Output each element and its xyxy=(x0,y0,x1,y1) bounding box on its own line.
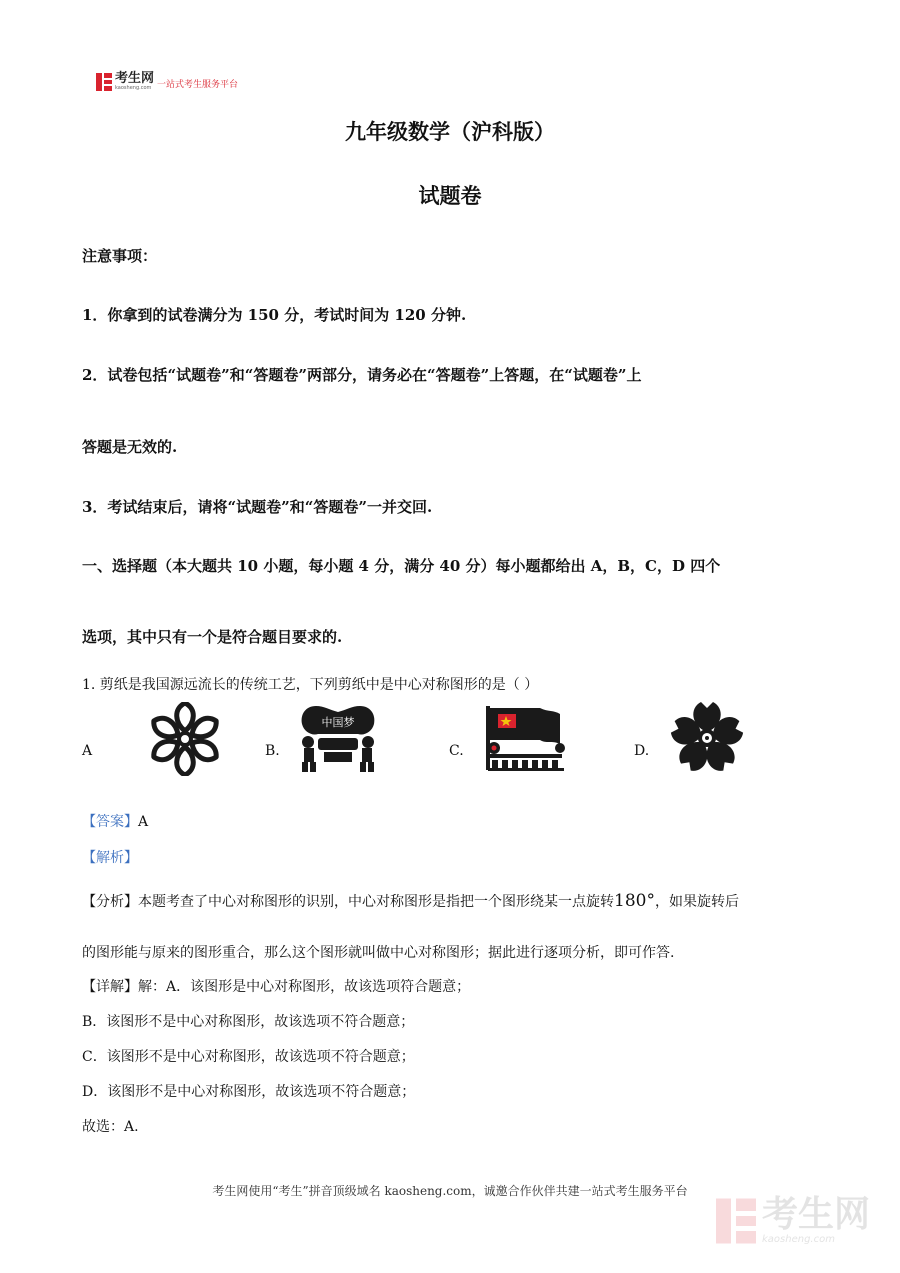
option-a-flower-papercut-icon[interactable] xyxy=(144,702,226,776)
logo-domain: kaosheng.com xyxy=(115,85,152,91)
detail-label: 【详解】 xyxy=(82,979,138,995)
logo-mark-icon xyxy=(96,73,112,91)
question-1-stem: 1. 剪纸是我国源远流长的传统工艺，下列剪纸中是中心对称图形的是（ ） xyxy=(82,677,539,693)
answer-line xyxy=(82,811,148,831)
watermark xyxy=(716,1194,871,1245)
detail-line-c: C．该图形不是中心对称图形，故该选项不符合题意； xyxy=(82,1049,415,1065)
watermark-name: 考生网 xyxy=(762,1194,871,1235)
option-d-blossom-papercut-icon[interactable] xyxy=(668,700,746,776)
option-d-label[interactable]: D. xyxy=(634,743,650,759)
notes-heading: 注意事项： xyxy=(82,247,158,265)
analysis-tag: 【解析】 xyxy=(82,850,138,866)
site-logo[interactable] xyxy=(96,72,238,91)
section-heading-line-1: 一、选择题（本大题共 10 小题，每小题 4 分，满分 40 分）每小题都给出 A，B，C，D 四个 xyxy=(82,557,721,575)
detail-text-a: 解：A．该图形是中心对称图形，故该选项符合题意； xyxy=(138,979,471,995)
option-c-flag-papercut-icon[interactable] xyxy=(484,704,568,772)
watermark-domain: kaosheng.com xyxy=(762,1234,835,1245)
answer-value: A xyxy=(138,814,149,830)
watermark-mark-icon xyxy=(716,1198,756,1244)
option-a-label[interactable]: A xyxy=(82,743,93,759)
page-title: 九年级数学（沪科版） xyxy=(345,119,555,144)
conclusion-line: 故选：A. xyxy=(82,1119,139,1135)
analysis-line-2: 的图形能与原来的图形重合，那么这个图形就叫做中心对称图形；据此进行逐项分析，即可作答. xyxy=(82,945,675,961)
page-footer: 考生网使用“考生”拼音顶级域名 kaosheng.com，诚邀合作伙伴共建一站式考生服务平台 xyxy=(212,1184,688,1198)
logo-name: 考生网 xyxy=(115,71,155,86)
analysis-text-1a: 本题考查了中心对称图形的识别，中心对称图形是指把一个图形绕某一点旋转 xyxy=(138,894,614,910)
page-subtitle: 试题卷 xyxy=(418,183,482,208)
notes-item-2-line-1: 2．试卷包括“试题卷”和“答题卷”两部分，请务必在“答题卷”上答题，在“试题卷”上 xyxy=(82,366,642,384)
option-b-chinese-dream-papercut-icon[interactable] xyxy=(296,702,380,774)
detail-line-d: D．该图形不是中心对称图形，故该选项不符合题意； xyxy=(82,1084,416,1100)
analysis-line-1 xyxy=(82,891,739,911)
answer-tag: 【答案】 xyxy=(82,814,138,830)
analysis-label: 【分析】 xyxy=(82,894,138,910)
option-b-label[interactable]: B. xyxy=(265,743,280,759)
notes-item-2-line-2: 答题是无效的. xyxy=(82,438,178,456)
section-heading-line-2: 选项，其中只有一个是符合题目要求的. xyxy=(82,628,343,646)
option-c-label[interactable]: C. xyxy=(449,743,464,759)
detail-line-a xyxy=(82,976,470,996)
logo-slogan: 一站式考生服务平台 xyxy=(157,79,239,90)
option-b-papercut-text: 中国梦 xyxy=(321,716,355,729)
analysis-text-1b: ，如果旋转后 xyxy=(654,894,739,910)
detail-line-b: B．该图形不是中心对称图形，故该选项不符合题意； xyxy=(82,1014,415,1030)
notes-item-1: 1．你拿到的试卷满分为 150 分，考试时间为 120 分钟. xyxy=(82,306,467,324)
angle-value: 180° xyxy=(614,891,655,911)
notes-item-3: 3．考试结束后，请将“试题卷”和“答题卷”一并交回. xyxy=(82,498,433,516)
